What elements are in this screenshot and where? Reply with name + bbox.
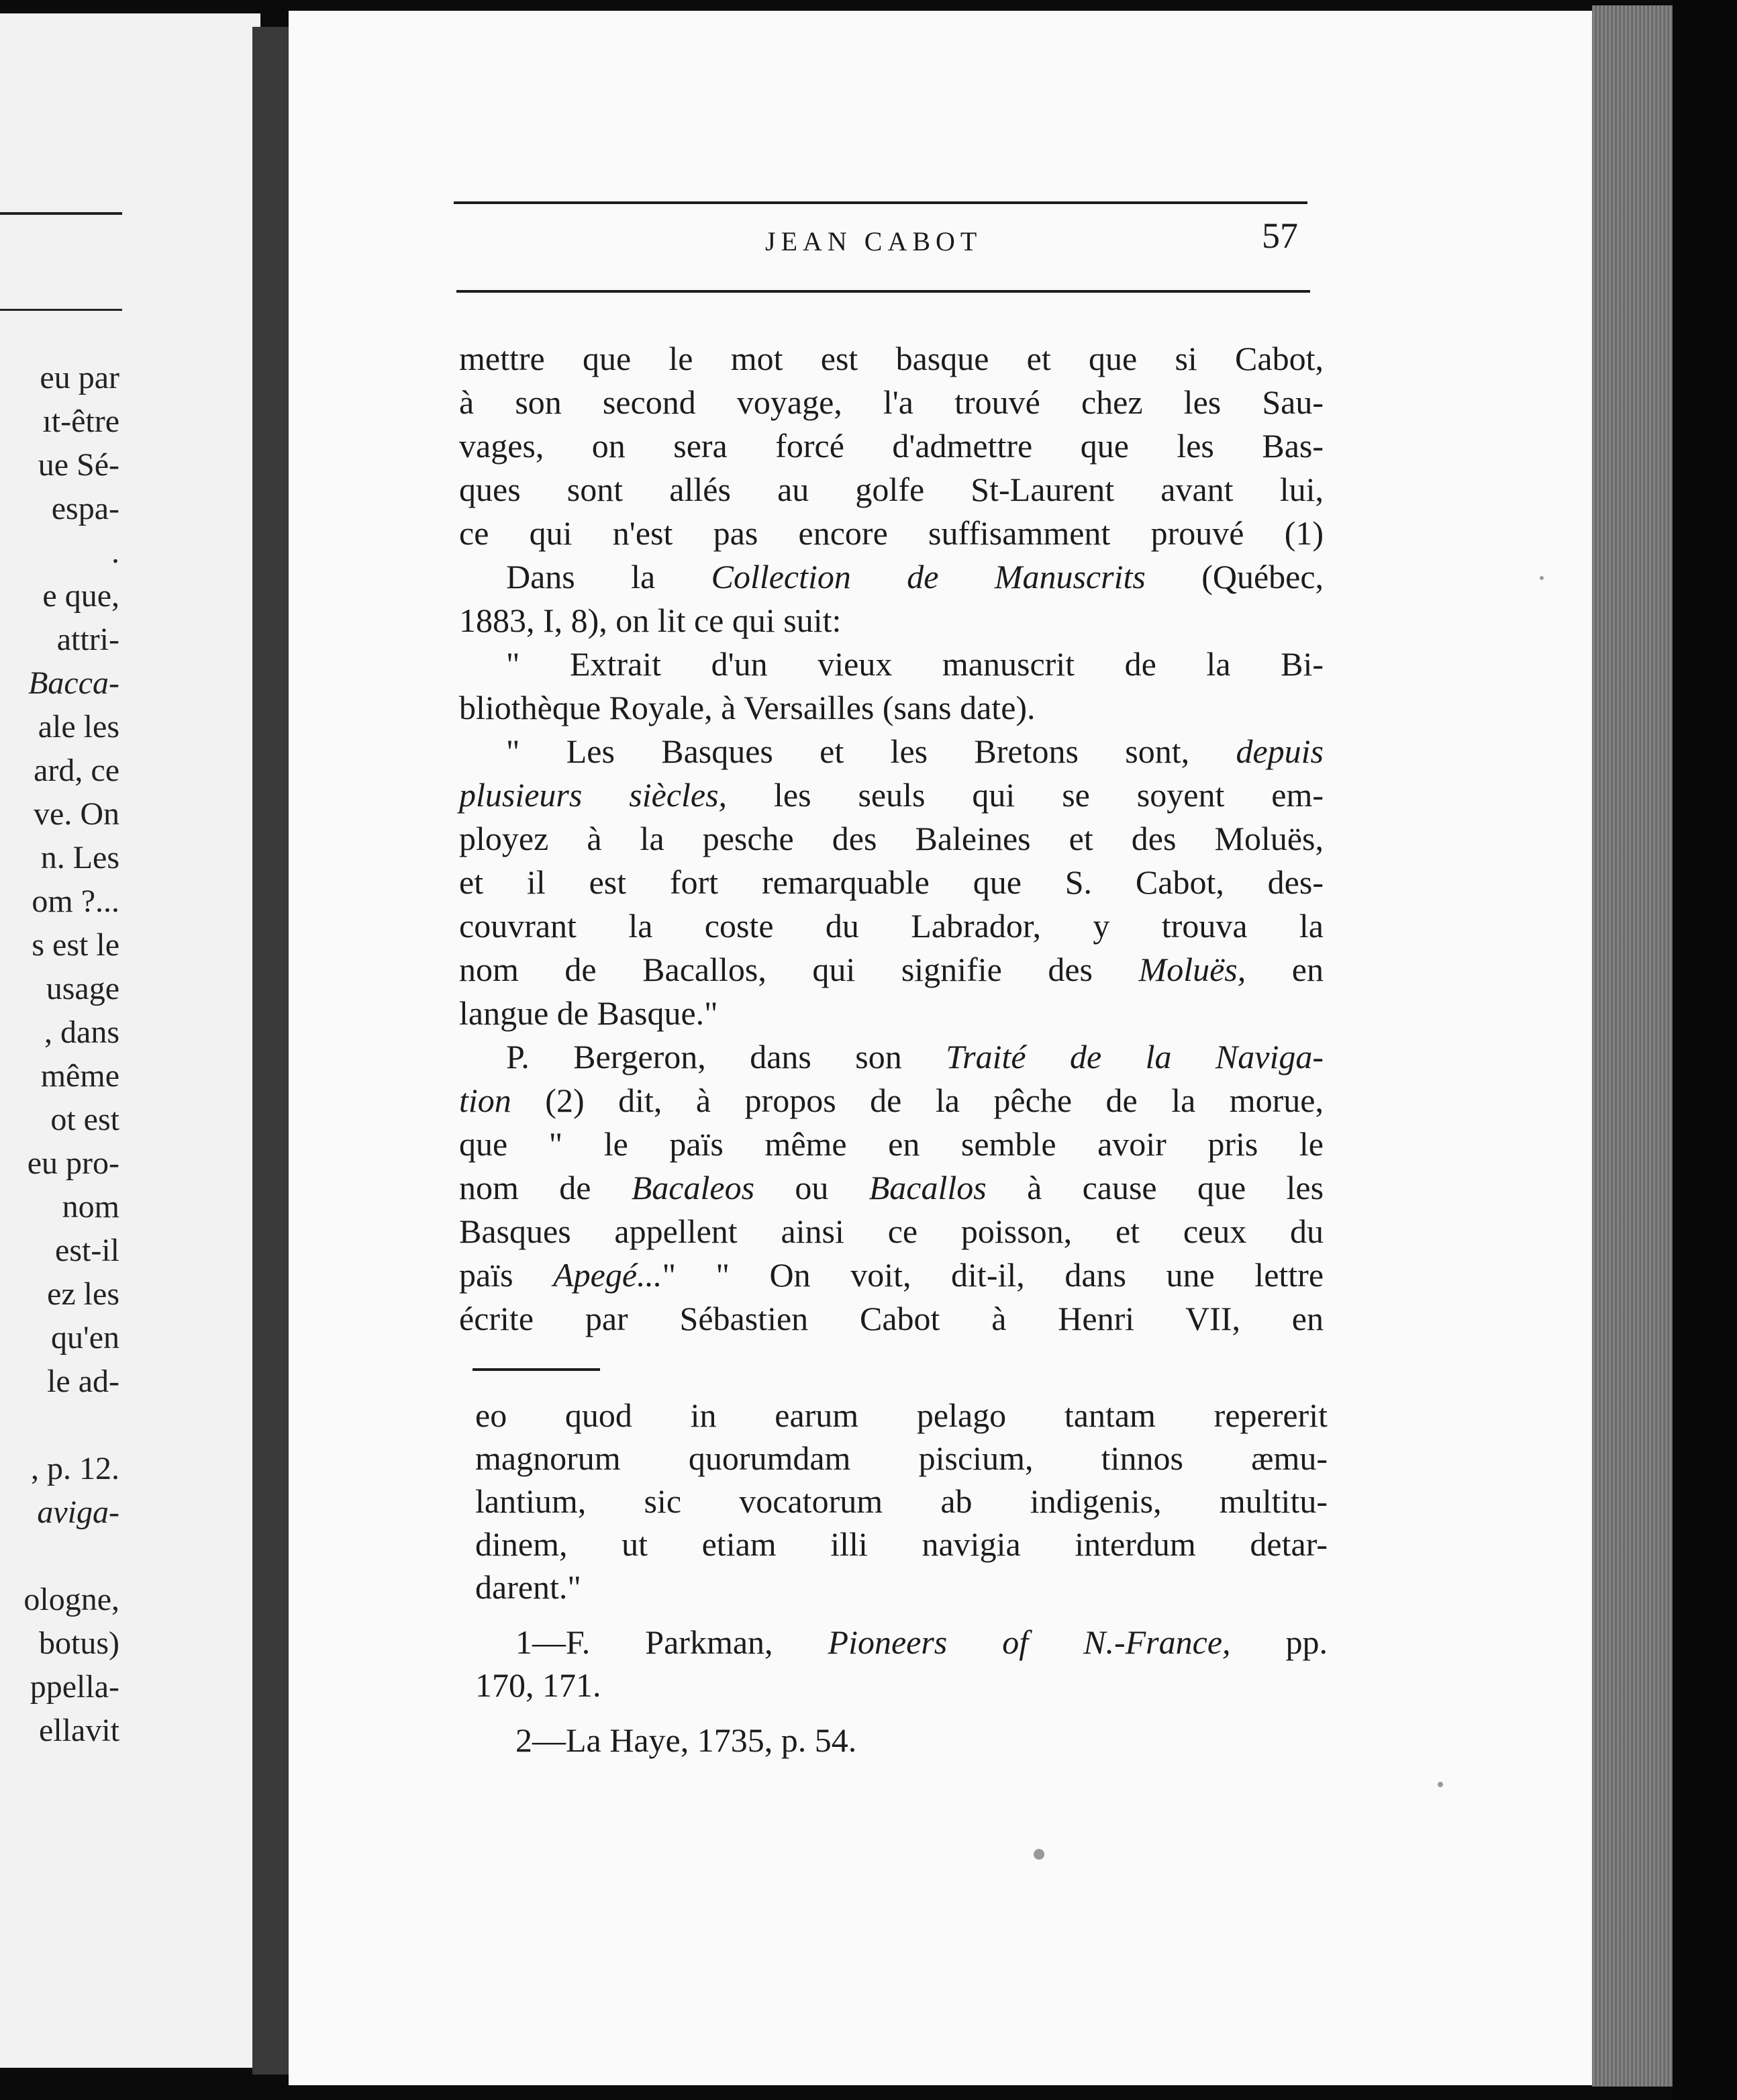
previous-page-line: ot est [50,1102,119,1137]
footnote-line: dinem, ut etiam illi navigia interdum detar- [475,1525,1328,1563]
footnote-line: 170, 171. [475,1666,601,1704]
text-line: bliothèque Royale, à Versailles (sans date). [459,689,1036,726]
previous-page-text [0,356,119,1752]
previous-page-line: ıt-être [42,403,119,439]
previous-page-line: ard, ce [34,753,119,788]
footnote-line: magnorum quorumdam piscium, tinnos æmu- [475,1439,1328,1477]
previous-page-line: n. Les [40,840,119,875]
italic-title: Traité de la Naviga- [946,1038,1324,1076]
text-line: vages, on sera forcé d'admettre que les Bas- [459,427,1324,465]
previous-page-line: ellavit [39,1713,119,1748]
italic-title: Collection de Manuscrits [711,558,1146,595]
previous-page-line [0,1403,119,1447]
text-line: nom de Bacaleos ou Bacallos à cause que les [459,1169,1324,1206]
previous-page-line: qu'en [51,1320,119,1355]
footnotes [475,1394,1328,1762]
scan-speck [1540,576,1544,580]
previous-page-line: nom [62,1189,119,1225]
scan-speck [1438,1782,1443,1787]
previous-page-line: ale les [38,709,119,745]
book-gutter [252,27,294,2074]
previous-page-line: om ?... [32,884,119,919]
text-line: " Les Basques et les Bretons sont, depuis [506,732,1324,770]
scan-border [1673,0,1737,2100]
footnote-2: 2—La Haye, 1735, p. 54. [515,1721,857,1759]
text-line: tion (2) dit, à propos de la pêche de la morue, [459,1082,1324,1119]
text-line: P. Bergeron, dans son Traité de la Naviga- [506,1038,1324,1076]
previous-page-line: eu pro- [27,1145,119,1181]
main-text [459,337,1324,1341]
footnote-separator [473,1368,600,1371]
text-line: que " le païs même en semble avoir pris le [459,1125,1324,1163]
text-line: Basques appellent ainsi ce poisson, et ceux du [459,1212,1324,1250]
scan-speck [1034,1849,1044,1860]
previous-page-line: ez les [47,1276,119,1312]
text-line: 1883, I, 8), on lit ce qui suit: [459,602,842,639]
previous-page-line: attri- [56,622,119,657]
previous-page-line: . [111,534,119,570]
previous-page-line: usage [46,971,119,1006]
footnote-1: 1—F. Parkman, Pioneers of N.-France, pp. [515,1623,1328,1661]
previous-page-line: ve. On [34,796,119,832]
running-title: JEAN CABOT [765,226,983,256]
text-line: païs Apegé..." " On voit, dit-il, dans une lettre [459,1256,1324,1294]
previous-page-line: Bacca- [28,665,119,701]
previous-page-line: eu par [40,360,119,395]
text-line: ployez à la pesche des Baleines et des Moluës, [459,820,1324,857]
previous-page-line: espa- [51,491,119,526]
previous-page-line: ue Sé- [38,447,119,483]
italic-title: Pioneers of N.-France, [828,1623,1231,1661]
previous-page-line: le ad- [47,1364,119,1399]
previous-page-line: , p. 12. [31,1451,119,1486]
previous-page-line: aviga- [37,1494,119,1530]
text-line: " Extrait d'un vieux manuscrit de la Bi- [506,645,1324,683]
text-line: et il est fort remarquable que S. Cabot, des- [459,863,1324,901]
text-line: mettre que le mot est basque et que si Cabot, [459,340,1324,377]
footnote-line: lantium, sic vocatorum ab indigenis, multitu- [475,1482,1328,1520]
previous-page-line: s est le [32,927,119,963]
text-line: ques sont allés au golfe St-Laurent avant lui, [459,471,1324,508]
text-line: couvrant la coste du Labrador, y trouva la [459,907,1324,945]
header-rule-bottom [456,290,1310,293]
previous-page-line: ologne, [23,1582,119,1617]
previous-page [0,13,260,2068]
footnote-line: darent." [475,1568,581,1606]
previous-page-line [0,1534,119,1578]
previous-page-text-clip [0,13,119,2068]
previous-page-line: , dans [44,1014,119,1050]
previous-page-line: même [40,1058,119,1094]
previous-page-line: botus) [39,1625,119,1661]
text-line: ce qui n'est pas encore suffisamment prouvé (1) [459,514,1324,552]
text-line: langue de Basque." [459,994,718,1032]
text-line: nom de Bacallos, qui signifie des Moluës, en [459,951,1324,988]
previous-page-line: ppella- [30,1669,119,1705]
text-line: à son second voyage, l'a trouvé chez les Sau- [459,383,1324,421]
page-edges [1592,5,1673,2087]
text-line: plusieurs siècles, les seuls qui se soyent em- [459,776,1324,814]
footnote-line: eo quod in earum pelago tantam repererit [475,1396,1328,1434]
text-line: écrite par Sébastien Cabot à Henri VII, en [459,1300,1324,1337]
text-line: Dans la Collection de Manuscrits (Québec, [506,558,1324,595]
previous-page-line: est-il [55,1233,119,1268]
previous-page-line: e que, [42,578,119,614]
page-number: 57 [1262,216,1298,256]
header-rule-top [454,201,1307,204]
